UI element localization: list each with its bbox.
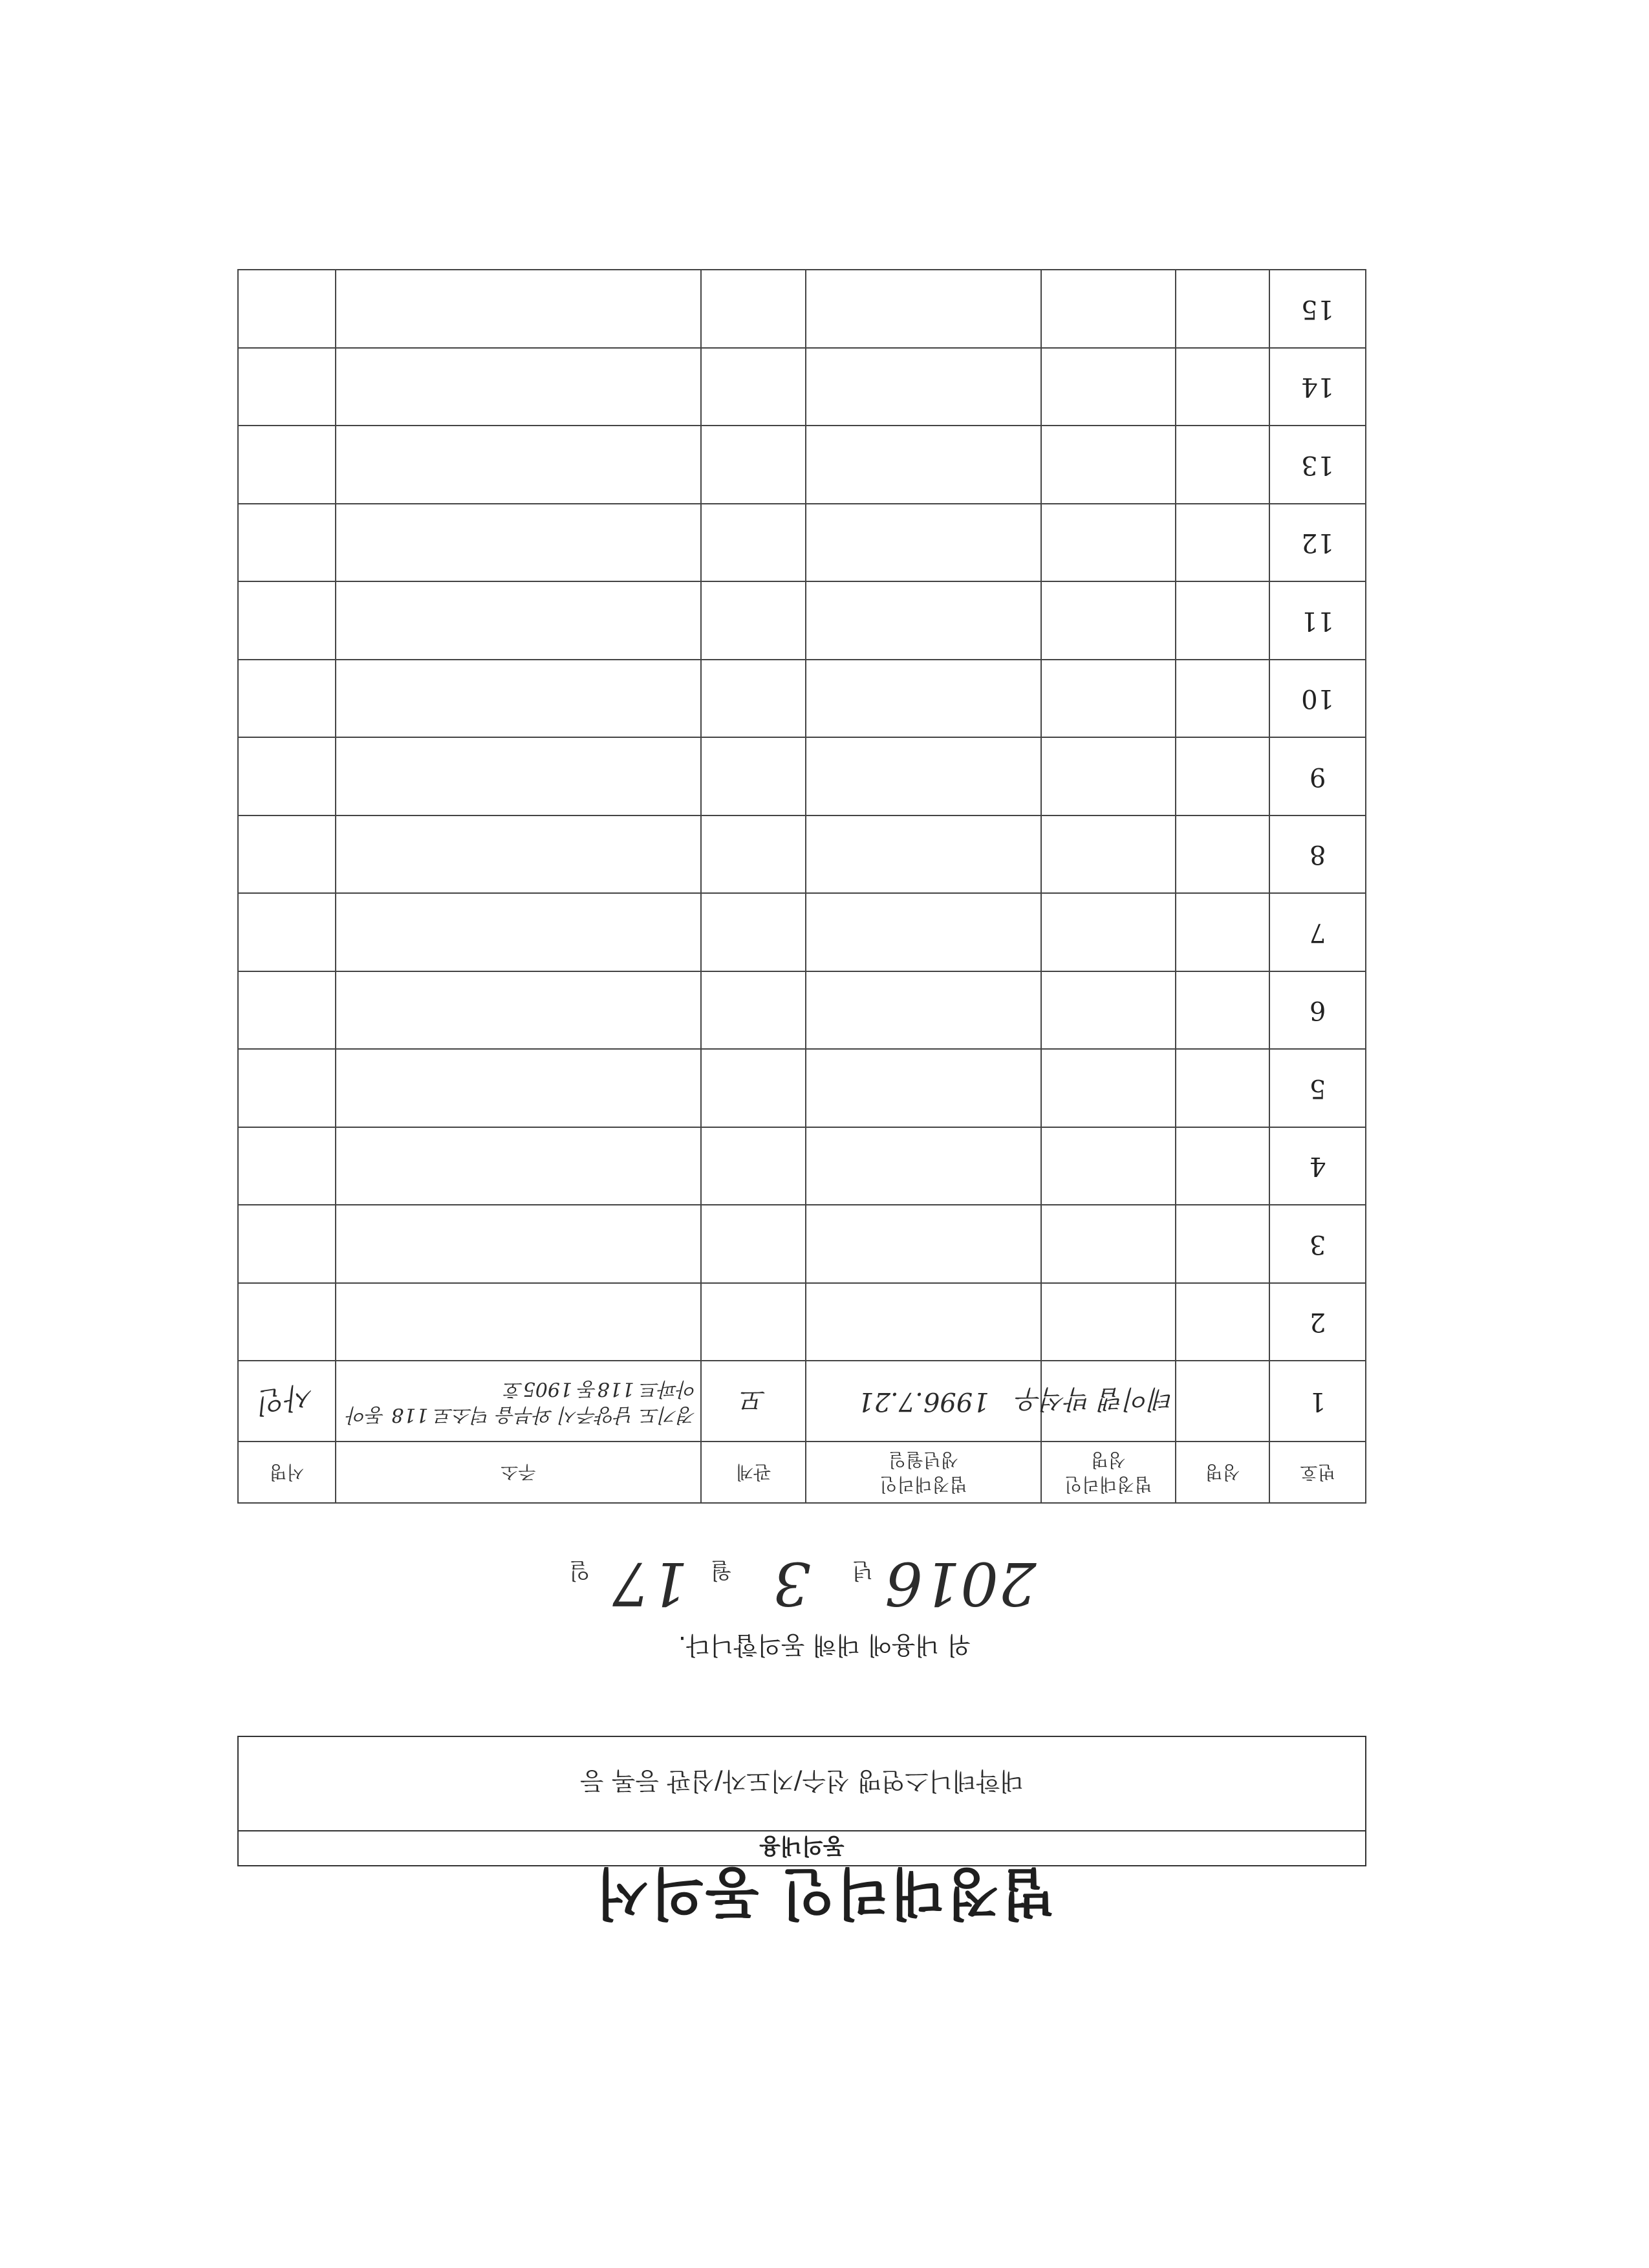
- row-relation: [701, 660, 806, 738]
- row-name: [1176, 660, 1270, 738]
- row-number: 9: [1269, 738, 1366, 816]
- row-signature: [238, 1127, 336, 1205]
- row-number: 15: [1269, 270, 1366, 349]
- row-relation: [701, 738, 806, 816]
- table-header-row: [238, 1442, 1366, 1503]
- row-number: 5: [1269, 1050, 1366, 1128]
- row-guardian-birth: [806, 894, 1041, 972]
- date-month: 3: [773, 1549, 811, 1618]
- row-address: [336, 348, 702, 426]
- table-row: [238, 1205, 1366, 1284]
- header-address: 주소: [336, 1442, 702, 1503]
- row-relation: [701, 1283, 806, 1361]
- table-row: [238, 894, 1366, 972]
- row-name: [1176, 1283, 1270, 1361]
- row-address: [336, 270, 702, 349]
- row-number: 11: [1269, 582, 1366, 660]
- header-guardian-name-line1: 법정대리인: [1064, 1474, 1152, 1496]
- table-row: [238, 660, 1366, 738]
- row-guardian-birth: [806, 504, 1041, 582]
- row-guardian-name: [1041, 1050, 1176, 1128]
- row-signature: [238, 738, 336, 816]
- row-guardian-name: [1041, 1205, 1176, 1284]
- row-guardian-birth: 1996.7.21: [806, 1361, 1041, 1442]
- row-signature: [238, 971, 336, 1050]
- row-number: 1: [1269, 1361, 1366, 1442]
- table-row: [238, 1127, 1366, 1205]
- row-number: 3: [1269, 1205, 1366, 1284]
- header-guardian-birth-line1: 법정대리인: [879, 1474, 967, 1496]
- row-guardian-birth: [806, 1205, 1041, 1284]
- row-guardian-name: 테이랩 박석우: [1041, 1361, 1176, 1442]
- header-signature: 서명: [238, 1442, 336, 1503]
- date-day: 17: [612, 1549, 689, 1618]
- row-relation: [701, 504, 806, 582]
- row-guardian-birth: [806, 971, 1041, 1050]
- row-relation: [701, 894, 806, 972]
- row-relation: [701, 426, 806, 504]
- row-guardian-birth: [806, 426, 1041, 504]
- row-signature: [238, 582, 336, 660]
- row-number: 13: [1269, 426, 1366, 504]
- row-relation: [701, 815, 806, 894]
- row-guardian-birth: [806, 660, 1041, 738]
- agree-statement: 위 내용에 대해 동의합니다.: [678, 1631, 971, 1659]
- table-row: [238, 348, 1366, 426]
- row-signature: [238, 504, 336, 582]
- row-address: [336, 426, 702, 504]
- date-year: 2016: [885, 1549, 1037, 1618]
- row-address: [336, 971, 702, 1050]
- guardian-table: [237, 270, 1366, 1504]
- row-relation: [701, 348, 806, 426]
- row-address: [336, 504, 702, 582]
- row-signature: [238, 1361, 336, 1442]
- header-relation: 관계: [701, 1442, 806, 1503]
- row-name: [1176, 894, 1270, 972]
- row-guardian-name: [1041, 660, 1176, 738]
- row-address: [336, 582, 702, 660]
- row-guardian-birth: [806, 1283, 1041, 1361]
- row-name: [1176, 504, 1270, 582]
- header-guardian-name: [1041, 1442, 1176, 1503]
- signature-mark: 사인: [257, 1378, 316, 1419]
- row-number: 4: [1269, 1127, 1366, 1205]
- row-guardian-birth: [806, 270, 1041, 349]
- row-relation: 모: [701, 1361, 806, 1442]
- table-row: [238, 1283, 1366, 1361]
- header-name: 성명: [1176, 1442, 1270, 1503]
- date-day-unit: 일: [568, 1557, 590, 1583]
- row-guardian-name: [1041, 815, 1176, 894]
- row-name: [1176, 1205, 1270, 1284]
- row-guardian-name: [1041, 270, 1176, 349]
- row-name: [1176, 1361, 1270, 1442]
- row-guardian-name: [1041, 738, 1176, 816]
- row-signature: [238, 894, 336, 972]
- row-address: [336, 1283, 702, 1361]
- row-guardian-birth: [806, 1050, 1041, 1128]
- header-guardian-birth: [806, 1442, 1041, 1503]
- table-row: [238, 582, 1366, 660]
- row-signature: [238, 270, 336, 349]
- row-number: 2: [1269, 1283, 1366, 1361]
- row-address: [336, 660, 702, 738]
- row-guardian-birth: [806, 348, 1041, 426]
- row-address: 경기도 남양주시 와부읍 덕소로 118 동아아파트 118동 1905호: [336, 1361, 702, 1442]
- header-guardian-birth-line2: 생년월일: [888, 1449, 958, 1471]
- table-row: [238, 1361, 1366, 1442]
- consent-header: 동의내용: [239, 1830, 1365, 1865]
- row-relation: [701, 582, 806, 660]
- row-name: [1176, 426, 1270, 504]
- row-name: [1176, 815, 1270, 894]
- date-month-unit: 월: [710, 1557, 732, 1583]
- table-row: [238, 815, 1366, 894]
- table-row: [238, 971, 1366, 1050]
- row-relation: [701, 1050, 806, 1128]
- row-guardian-name: [1041, 348, 1176, 426]
- row-guardian-birth: [806, 738, 1041, 816]
- row-signature: [238, 348, 336, 426]
- row-guardian-name: [1041, 894, 1176, 972]
- row-name: [1176, 582, 1270, 660]
- row-relation: [701, 270, 806, 349]
- row-number: 6: [1269, 971, 1366, 1050]
- row-address: [336, 894, 702, 972]
- row-number: 10: [1269, 660, 1366, 738]
- row-number: 8: [1269, 815, 1366, 894]
- row-guardian-name: [1041, 1127, 1176, 1205]
- row-guardian-birth: [806, 1127, 1041, 1205]
- table-row: [238, 426, 1366, 504]
- row-relation: [701, 1205, 806, 1284]
- row-relation: [701, 1127, 806, 1205]
- row-name: [1176, 738, 1270, 816]
- table-row: [238, 504, 1366, 582]
- row-signature: [238, 1283, 336, 1361]
- header-number: 번호: [1269, 1442, 1366, 1503]
- row-guardian-name: [1041, 504, 1176, 582]
- row-number: 7: [1269, 894, 1366, 972]
- header-guardian-name-line2: 성명: [1090, 1449, 1126, 1471]
- row-guardian-birth: [806, 582, 1041, 660]
- row-number: 12: [1269, 504, 1366, 582]
- row-name: [1176, 971, 1270, 1050]
- table-row: [238, 738, 1366, 816]
- row-address: [336, 815, 702, 894]
- row-name: [1176, 1050, 1270, 1128]
- date-year-unit: 년: [852, 1557, 874, 1583]
- row-address: [336, 1127, 702, 1205]
- row-guardian-name: [1041, 426, 1176, 504]
- date-line: [0, 1549, 1649, 1618]
- consent-text: 대학테니스연맹 선수/지도자/심판 등록 등: [580, 1767, 1024, 1795]
- row-guardian-name: [1041, 1283, 1176, 1361]
- table-row: [238, 270, 1366, 349]
- row-guardian-name: [1041, 582, 1176, 660]
- row-signature: [238, 1050, 336, 1128]
- table-row: [238, 1050, 1366, 1128]
- row-guardian-name: [1041, 971, 1176, 1050]
- row-name: [1176, 270, 1270, 349]
- row-relation: [701, 971, 806, 1050]
- row-address: [336, 738, 702, 816]
- row-guardian-birth: [806, 815, 1041, 894]
- row-address: [336, 1050, 702, 1128]
- row-name: [1176, 1127, 1270, 1205]
- row-signature: [238, 660, 336, 738]
- row-signature: [238, 426, 336, 504]
- row-number: 14: [1269, 348, 1366, 426]
- consent-box: [237, 1736, 1366, 1866]
- row-address: [336, 1205, 702, 1284]
- row-signature: [238, 815, 336, 894]
- row-signature: [238, 1205, 336, 1284]
- page-title: 법정대리인 동의서: [594, 1861, 1055, 1925]
- row-name: [1176, 348, 1270, 426]
